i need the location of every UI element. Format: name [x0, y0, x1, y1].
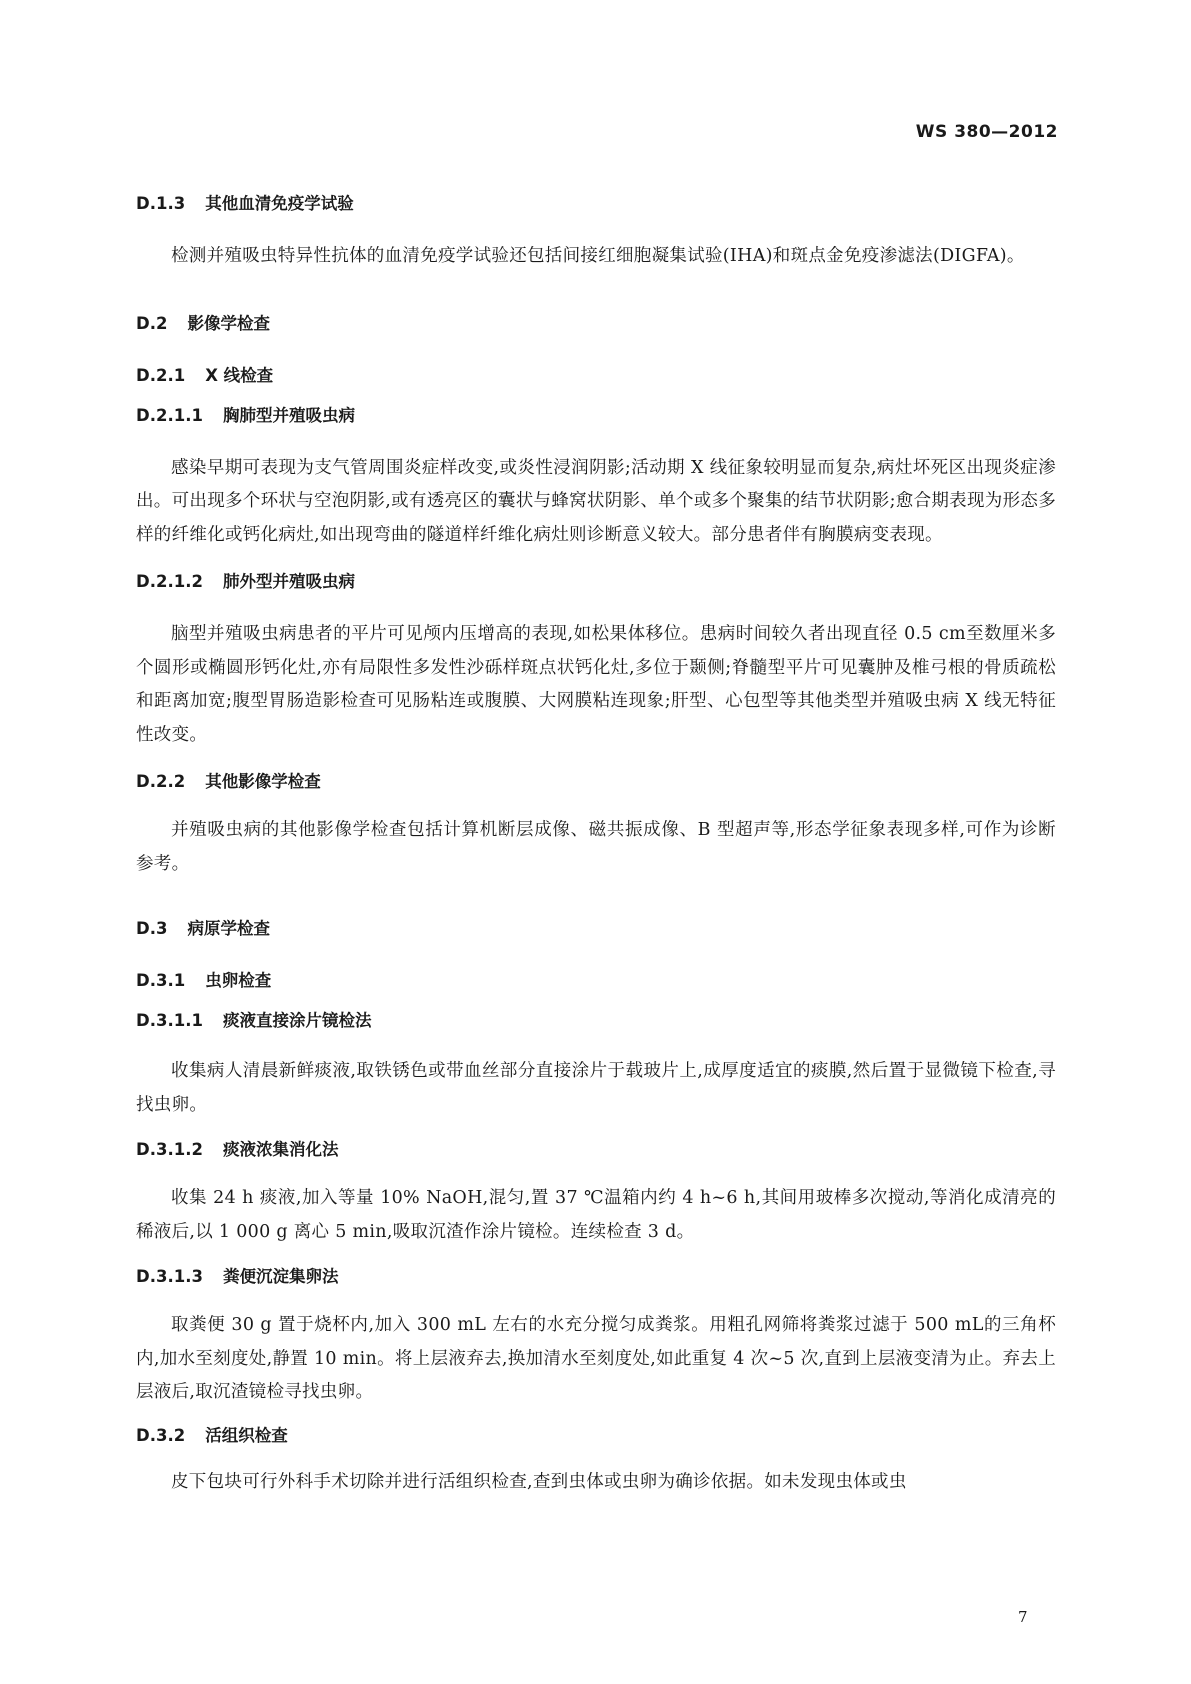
section-number: D.3.1.3: [136, 1267, 203, 1286]
section-number: D.3: [136, 919, 168, 938]
section-number: D.1.3: [136, 194, 186, 213]
section-heading: [136, 312, 1056, 336]
document-body: [136, 192, 1056, 1499]
section-number: D.2.1.1: [136, 405, 203, 425]
section-number: D.2.2: [136, 772, 186, 791]
section-number: D.2.1: [136, 365, 186, 385]
section-title: 痰液直接涂片镜检法: [222, 1011, 372, 1030]
standard-code: WS 380—2012: [915, 122, 1058, 142]
section-heading: [136, 1265, 1056, 1289]
section-heading: [136, 1424, 1056, 1448]
section-heading: [136, 192, 1056, 216]
section-number: D.2: [136, 313, 168, 333]
paragraph: 收集 24 h 痰液,加入等量 10% NaOH,混匀,置 37 ℃温箱内约 4 h~6 h,其间用玻棒多次搅动,等消化成清亮的稀液后,以 1 000 g 离心 5 min,吸取沉渣作涂片镜检。连续检查 3 d。: [136, 1188, 1056, 1242]
section-heading: [136, 404, 1056, 428]
section-title: 病原学检查: [187, 919, 270, 938]
paragraph: 检测并殖吸虫特异性抗体的血清免疫学试验还包括间接红细胞凝集试验(IHA)和斑点金免疫渗滤法(DIGFA)。: [171, 246, 1025, 266]
section-number: D.3.1.2: [136, 1140, 203, 1159]
section-heading: [136, 570, 1056, 594]
paragraph: 收集病人清晨新鲜痰液,取铁锈色或带血丝部分直接涂片于载玻片上,成厚度适宜的痰膜,然后置于显微镜下检查,寻找虫卵。: [136, 1061, 1056, 1115]
section-heading: [136, 1138, 1056, 1162]
section-heading: [136, 364, 1056, 388]
section-number: D.2.1.2: [136, 572, 203, 591]
section-title: 其他血清免疫学试验: [205, 194, 354, 213]
paragraph: 皮下包块可行外科手术切除并进行活组织检查,查到虫体或虫卵为确诊依据。如未发现虫体或虫: [171, 1471, 907, 1492]
section-title: 粪便沉淀集卵法: [222, 1267, 339, 1286]
paragraph: 并殖吸虫病的其他影像学检查包括计算机断层成像、磁共振成像、B 型超声等,形态学征象表现多样,可作为诊断参考。: [136, 820, 1056, 874]
section-title: X 线检查: [205, 365, 274, 385]
section-heading: [136, 770, 1056, 794]
section-number: D.3.1: [136, 971, 186, 990]
section-number: D.3.2: [136, 1425, 186, 1445]
section-number: D.3.1.1: [136, 1011, 203, 1030]
section-heading: [136, 917, 1056, 941]
section-heading: [136, 1009, 1056, 1033]
page-number: 7: [1018, 1608, 1028, 1626]
section-heading: [136, 969, 1056, 993]
section-title: 痰液浓集消化法: [222, 1140, 339, 1159]
paragraph: 感染早期可表现为支气管周围炎症样改变,或炎性浸润阴影;活动期 X 线征象较明显而复杂,病灶坏死区出现炎症渗出。可出现多个环状与空泡阴影,或有透亮区的囊状与蜂窝状阴影、单个或多个聚集的结节状阴影;愈合期表现为形态多样的纤维化或钙化病灶,如出现弯曲的隧道样纤维化病灶则诊断意义较大。部分患者伴有胸膜病变表现。: [136, 457, 1056, 545]
section-title: 其他影像学检查: [205, 772, 321, 791]
section-title: 肺外型并殖吸虫病: [222, 572, 355, 591]
section-title: 影像学检查: [187, 313, 270, 333]
section-title: 胸肺型并殖吸虫病: [222, 405, 355, 425]
paragraph: 取粪便 30 g 置于烧杯内,加入 300 mL 左右的水充分搅匀成粪浆。用粗孔网筛将粪浆过滤于 500 mL的三角杯内,加水至刻度处,静置 10 min。将上层液弃去,换加清水至刻度处,如此重复 4 次~5 次,直到上层液变清为止。弃去上层液后,取沉渣镜检寻找虫卵。: [136, 1315, 1056, 1402]
section-title: 活组织检查: [205, 1425, 288, 1445]
paragraph: 脑型并殖吸虫病患者的平片可见颅内压增高的表现,如松果体移位。患病时间较久者出现直径 0.5 cm至数厘米多个圆形或椭圆形钙化灶,亦有局限性多发性沙砾样斑点状钙化灶,多位于颞侧;脊髓型平片可见囊肿及椎弓根的骨质疏松和距离加宽;腹型胃肠造影检查可见肠粘连或腹膜、大网膜粘连现象;肝型、心包型等其他类型并殖吸虫病 X 线无特征性改变。: [136, 624, 1056, 745]
section-title: 虫卵检查: [205, 971, 272, 990]
